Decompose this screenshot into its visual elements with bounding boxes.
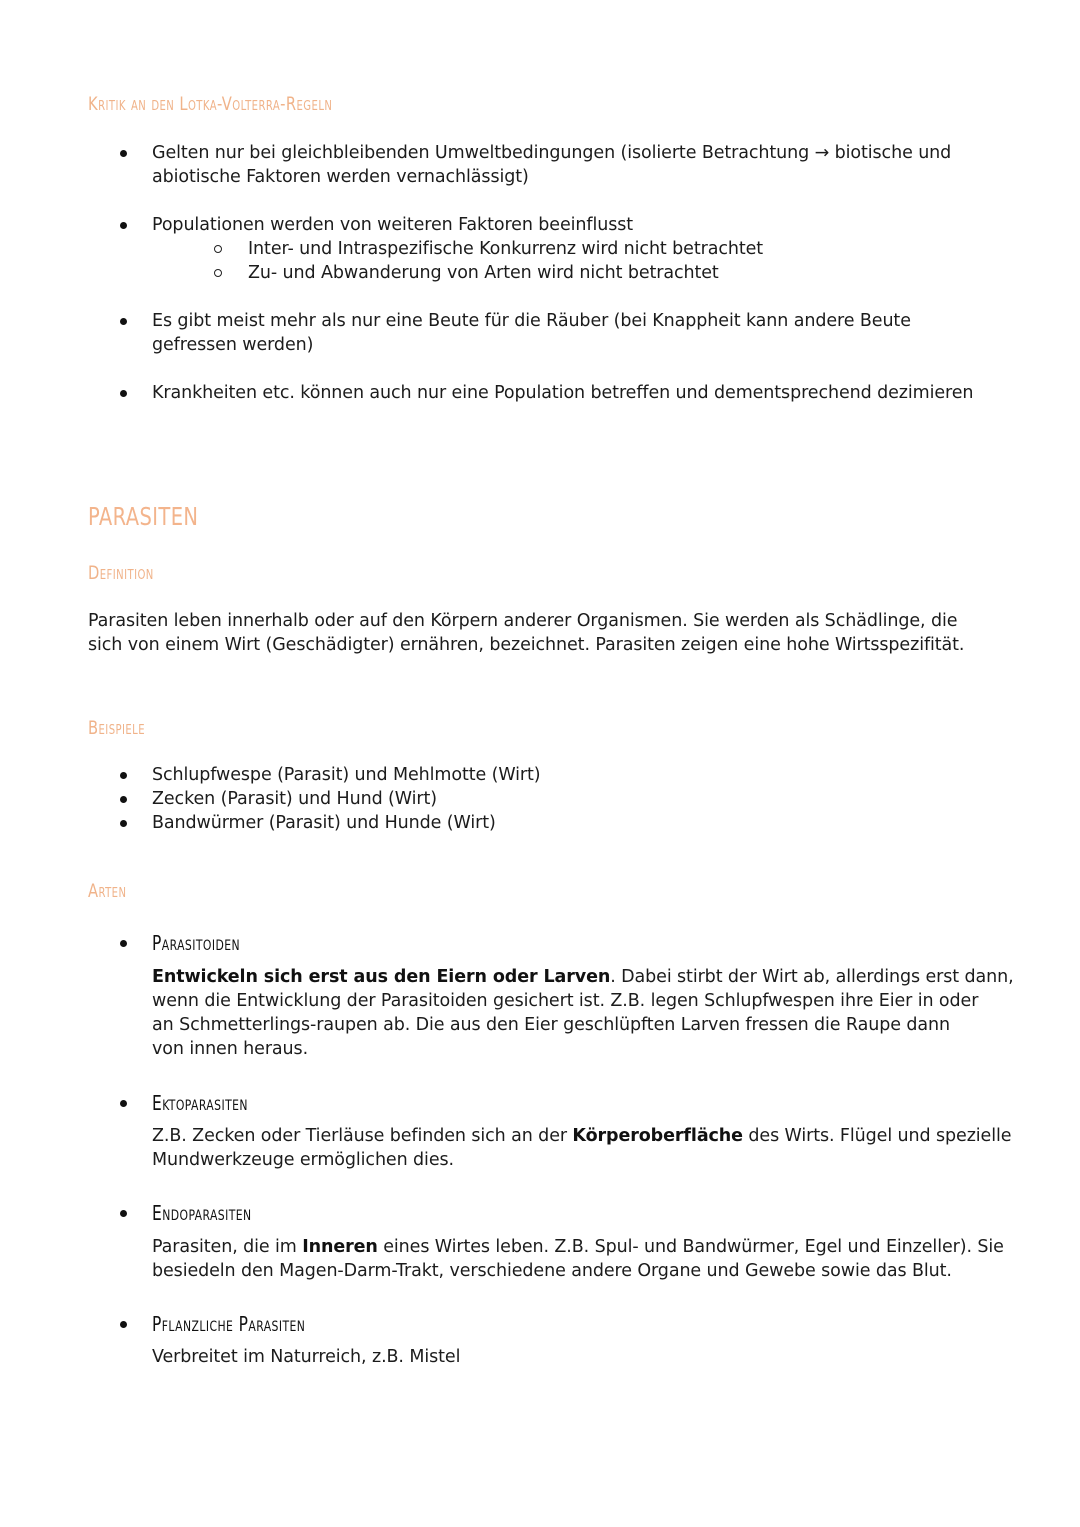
circle-bullet-icon bbox=[214, 269, 222, 277]
kritik-bullet-4: Krankheiten etc. können auch nur eine Population betreffen und dementsprechend dezimieren bbox=[152, 383, 974, 403]
endo-line1-pre: Parasiten, die im bbox=[152, 1237, 303, 1257]
kritik-heading: Kritik an den Lotka-Volterra-Regeln bbox=[88, 93, 333, 115]
beispiele-heading: Beispiele bbox=[88, 717, 146, 739]
kritik-b3-line2: gefressen werden) bbox=[152, 335, 314, 355]
pflanz-text: Verbreitet im Naturreich, z.B. Mistel bbox=[152, 1347, 461, 1367]
parasitoiden-title: Parasitoiden bbox=[152, 931, 241, 955]
kritik-sub-1: Inter- und Intraspezifische Konkurrenz wird nicht betrachtet bbox=[248, 239, 764, 259]
parasitoiden-bold: Entwickeln sich erst aus den Eiern oder Larven bbox=[152, 967, 611, 987]
ekto-bold: Körperoberfläche bbox=[572, 1126, 743, 1146]
parasitoiden-line3: an Schmetterlings-raupen ab. Die aus den Eier geschlüpften Larven fressen die Raupe dann bbox=[152, 1015, 950, 1035]
bullet-icon bbox=[120, 390, 127, 397]
endo-title: Endoparasiten bbox=[152, 1201, 252, 1225]
bullet-icon bbox=[120, 1100, 127, 1107]
definition-line1: Parasiten leben innerhalb oder auf den Körpern anderer Organismen. Sie werden als Schädlinge, die bbox=[88, 611, 958, 631]
parasitoiden-text bbox=[152, 965, 1014, 1061]
bullet-icon bbox=[120, 318, 127, 325]
kritik-b3-line1: Es gibt meist mehr als nur eine Beute für die Räuber (bei Knappheit kann andere Beute bbox=[152, 311, 911, 331]
kritik-bullet-2: Populationen werden von weiteren Faktoren beeinflusst bbox=[152, 215, 634, 235]
beispiel-item: Schlupfwespe (Parasit) und Mehlmotte (Wirt) bbox=[152, 765, 541, 785]
parasitoiden-line1 bbox=[152, 965, 1014, 989]
bullet-icon bbox=[120, 1210, 127, 1217]
circle-bullet-icon bbox=[214, 245, 222, 253]
parasitoiden-line1-rest: . Dabei stirbt der Wirt ab, allerdings erst dann, bbox=[610, 967, 1014, 987]
kritik-bullet-3 bbox=[152, 309, 911, 357]
parasitoiden-line4: von innen heraus. bbox=[152, 1039, 309, 1059]
endo-line1-post: eines Wirtes leben. Z.B. Spul- und Bandwürmer, Egel und Einzeller). Sie bbox=[377, 1237, 1004, 1257]
kritik-b1-line1: Gelten nur bei gleichbleibenden Umweltbedingungen (isolierte Betrachtung → biotische und bbox=[152, 143, 952, 163]
kritik-b1-line2: abiotische Faktoren werden vernachlässigt) bbox=[152, 167, 529, 187]
bullet-icon bbox=[120, 940, 127, 947]
bullet-icon bbox=[120, 796, 127, 803]
ekto-text bbox=[152, 1124, 1011, 1172]
endo-text bbox=[152, 1235, 1004, 1283]
parasitoiden-line2: wenn die Entwicklung der Parasitoiden gesichert ist. Z.B. legen Schlupfwespen ihre Eier in oder bbox=[152, 991, 979, 1011]
bullet-icon bbox=[120, 222, 127, 229]
beispiel-item: Bandwürmer (Parasit) und Hunde (Wirt) bbox=[152, 813, 496, 833]
ekto-title: Ektoparasiten bbox=[152, 1091, 248, 1115]
ekto-line1-pre: Z.B. Zecken oder Tierläuse befinden sich an der bbox=[152, 1126, 573, 1146]
definition-line2: sich von einem Wirt (Geschädigter) ernähren, bezeichnet. Parasiten zeigen eine hohe Wirtsspezifität. bbox=[88, 635, 965, 655]
bullet-icon bbox=[120, 150, 127, 157]
endo-line2: besiedeln den Magen-Darm-Trakt, verschiedene andere Organe und Gewebe sowie das Blut. bbox=[152, 1261, 952, 1281]
ekto-line1-post: des Wirts. Flügel und spezielle bbox=[742, 1126, 1012, 1146]
pflanz-title: Pflanzliche Parasiten bbox=[152, 1312, 306, 1336]
definition-heading: Definition bbox=[88, 562, 154, 584]
kritik-bullet-1 bbox=[152, 141, 951, 189]
ekto-line1 bbox=[152, 1124, 1011, 1148]
section-title-parasiten: PARASITEN bbox=[88, 502, 199, 531]
definition-text bbox=[88, 609, 964, 657]
arten-heading: Arten bbox=[88, 880, 127, 902]
endo-bold: Inneren bbox=[302, 1237, 378, 1257]
bullet-icon bbox=[120, 820, 127, 827]
beispiel-item: Zecken (Parasit) und Hund (Wirt) bbox=[152, 789, 437, 809]
endo-line1 bbox=[152, 1235, 1004, 1259]
bullet-icon bbox=[120, 1321, 127, 1328]
kritik-sub-2: Zu- und Abwanderung von Arten wird nicht betrachtet bbox=[248, 263, 719, 283]
bullet-icon bbox=[120, 772, 127, 779]
ekto-line2: Mundwerkzeuge ermöglichen dies. bbox=[152, 1150, 454, 1170]
